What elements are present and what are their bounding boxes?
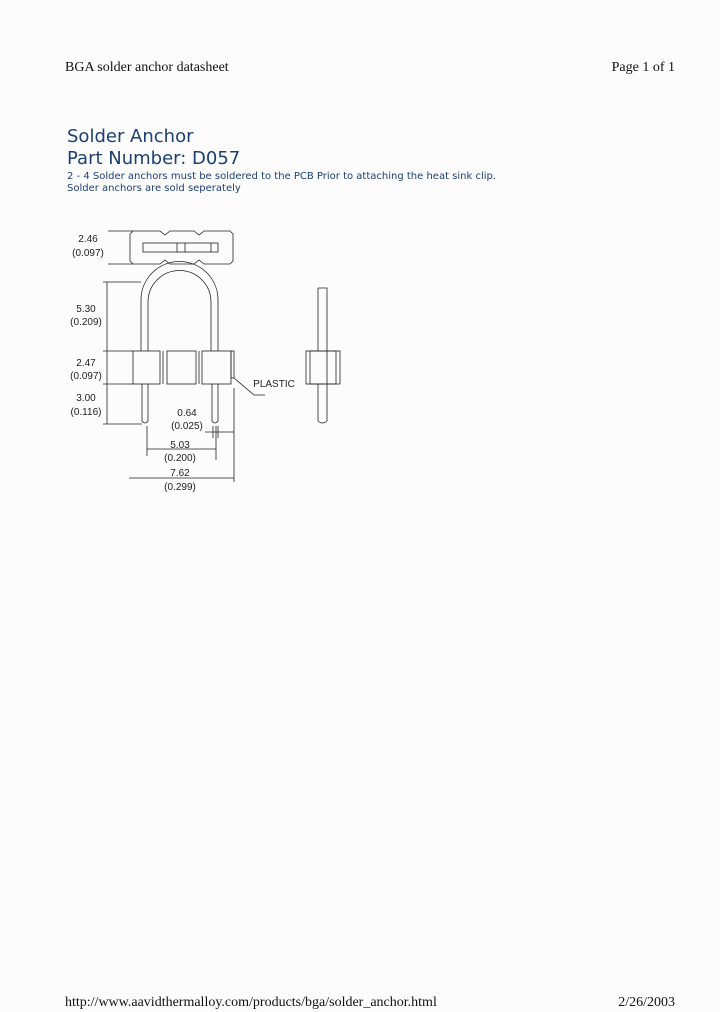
plastic-label: PLASTIC — [253, 379, 295, 390]
dim-width: 7.62 — [170, 468, 190, 479]
top-view — [108, 231, 233, 264]
page-number: Page 1 of 1 — [611, 60, 675, 75]
dim-loop-height-in: (0.209) — [70, 317, 102, 328]
dim-top-height-in: (0.097) — [72, 248, 104, 259]
dim-top-height: 2.46 — [78, 234, 98, 245]
header-title: BGA solder anchor datasheet — [65, 60, 229, 75]
dim-pin-dia: 0.64 — [177, 408, 197, 419]
dim-pin-length-in: (0.116) — [70, 407, 102, 418]
dim-loop-height: 5.30 — [76, 304, 96, 315]
dim-pin-dia-in: (0.025) — [171, 421, 203, 432]
dim-width-in: (0.299) — [164, 482, 196, 493]
dim-body-height-in: (0.097) — [70, 371, 102, 382]
description-line-1: 2 - 4 Solder anchors must be soldered to the PCB Prior to attaching the heat sink clip. — [67, 171, 497, 182]
dim-pitch: 5.03 — [170, 440, 190, 451]
dim-pitch-in: (0.200) — [164, 453, 196, 464]
footer-url: http://www.aavidthermalloy.com/products/bga/solder_anchor.html — [65, 995, 437, 1010]
product-title: Solder Anchor — [67, 126, 194, 147]
dim-body-height: 2.47 — [76, 358, 96, 369]
description-line-2: Solder anchors are sold seperately — [67, 183, 241, 194]
part-number: Part Number: D057 — [67, 148, 241, 169]
side-view — [306, 288, 340, 423]
footer-date: 2/26/2003 — [618, 995, 675, 1010]
dim-pin-length: 3.00 — [76, 393, 96, 404]
